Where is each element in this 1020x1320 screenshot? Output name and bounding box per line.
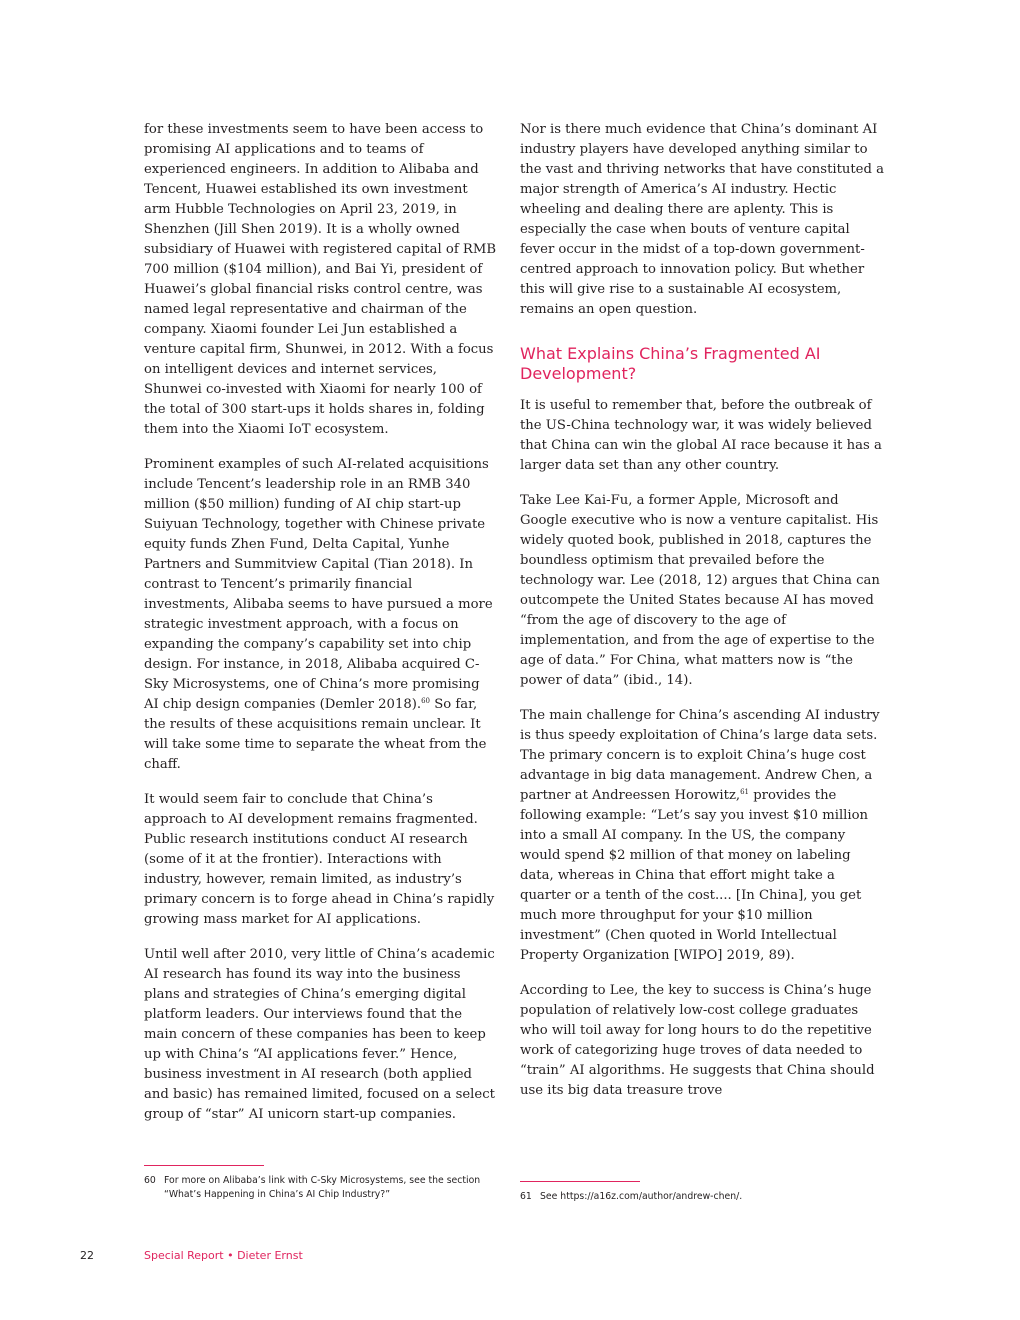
footnote-ref-60[interactable]: 60 bbox=[421, 697, 430, 705]
footnote-ref-61[interactable]: 61 bbox=[740, 788, 750, 796]
right-paragraph-1: Nor is there much evidence that China’s dominant AI industry players have developed anything similar to the vast and thriving networks that have constituted a major strength of America’s AI industry. Hectic wheeling and dealing there are aplenty. This is especially the case when bouts of venture capital fever occur in the midst of a top-down government-centred approach to innovation policy. But whether this will give rise to a sustainable AI ecosystem, remains an open question. bbox=[520, 122, 884, 317]
footnote-link-text[interactable]: See https://a16z.com/author/andrew-chen/. bbox=[540, 1191, 743, 1202]
left-paragraph-3: It would seem fair to conclude that China’s approach to AI development remains fragmented. Public research institutions conduct AI research (some of it at the frontier). Interactions with industry, however, remain limited, as industry’s primary concern is to forge ahead in China’s rapidly growing mass market for AI applications. bbox=[144, 792, 495, 927]
left-paragraph-2-text-a: Prominent examples of such AI-related acquisitions include Tencent’s leadership role in an RMB 340 million ($50 million) funding of AI chip start-up Suiyuan Technology, together with Chinese private equity funds Zhen Fund, Delta Capital, Yunhe Partners and Summitview Capital (Tian 2018). In contrast to Tencent’s primarily financial investments, Alibaba seems to have pursued a more strategic investment approach, with a focus on expanding the company’s capability set into chip design. For instance, in 2018, Alibaba acquired C-Sky Microsystems, one of China’s more promising AI chip design companies (Demler 2018). bbox=[144, 457, 493, 712]
left-column bbox=[144, 120, 496, 1125]
left-paragraph-4: Until well after 2010, very little of China’s academic AI research has found its way into the business plans and strategies of China’s emerging digital platform leaders. Our interviews found that the main concern of these companies has been to keep up with China’s “AI applications fever.” Hence, business investment in AI research (both applied and basic) has remained limited, focused on a select group of “star” AI unicorn start-up companies. bbox=[144, 947, 495, 1122]
left-paragraph-1: for these investments seem to have been access to promising AI applications and to teams of experienced engineers. In addition to Alibaba and Tencent, Huawei established its own investment arm Hubble Technologies on April 23, 2019, in Shenzhen (Jill Shen 2019). It is a wholly owned subsidiary of Huawei with registered capital of RMB 700 million ($104 million), and Bai Yi, president of Huawei’s global financial risks control centre, was named legal representative and chairman of the company. Xiaomi founder Lei Jun established a venture capital firm, Shunwei, in 2012. With a focus on intelligent devices and internet services, Shunwei co-invested with Xiaomi for nearly 100 of the total of 300 start-ups it holds shares in, folding them into the Xiaomi IoT ecosystem. bbox=[144, 122, 497, 437]
footnote-rule bbox=[520, 1181, 640, 1182]
footnote-60 bbox=[144, 1165, 496, 1202]
right-paragraph-4-text-a: The main challenge for China’s ascending AI industry is thus speedy exploitation of China’s large data sets. The primary concern is to exploit China’s huge cost advantage in big data management. Andrew Chen, a partner at Andreessen Horowitz, bbox=[520, 708, 880, 803]
right-paragraph-3: Take Lee Kai-Fu, a former Apple, Microsoft and Google executive who is now a venture capitalist. His widely quoted book, published in 2018, captures the boundless optimism that prevailed before the technology war. Lee (2018, 12) argues that China can outcompete the United States because AI has moved “from the age of discovery to the age of implementation, and from the age of expertise to the age of data.” For China, what matters now is “the power of data” (ibid., 14). bbox=[520, 493, 880, 688]
right-column bbox=[520, 120, 884, 1101]
right-paragraph-4-text-b: provides the following example: “Let’s say you invest $10 million into a small AI company. In the US, the company would spend $2 million of that money on labeling data, whereas in China that effort might take a quarter or a tenth of the cost.... [In China], you get much more throughput for your $10 million investment” (Chen quoted in World Intellectual Property Organization [WIPO] 2019, 89). bbox=[520, 788, 869, 963]
right-paragraph-4 bbox=[520, 706, 884, 966]
right-paragraph-2: It is useful to remember that, before the outbreak of the US-China technology war, it was widely believed that China can win the global AI race because it has a larger data set than any other country. bbox=[520, 398, 882, 473]
footnote-text: For more on Alibaba’s link with C-Sky Microsystems, see the section “What’s Happening in China’s AI Chip Industry?” bbox=[164, 1175, 481, 1200]
page-number: 22 bbox=[80, 1249, 94, 1262]
left-paragraph-2 bbox=[144, 455, 496, 775]
left-paragraph-2-text-b: So far, the results of these acquisitions remain unclear. It will take some time to separate the wheat from the chaff. bbox=[144, 697, 487, 772]
right-paragraph-5: According to Lee, the key to success is China’s huge population of relatively low-cost college graduates who will toil away for long hours to do the repetitive work of categorizing huge troves of data needed to “train” AI algorithms. He suggests that China should use its big data treasure trove bbox=[520, 983, 875, 1098]
footnote-number: 61 bbox=[520, 1191, 532, 1202]
footnote-rule bbox=[144, 1165, 264, 1166]
section-heading: What Explains China’s Fragmented AI Development? bbox=[520, 344, 821, 383]
running-head: Special Report • Dieter Ernst bbox=[144, 1249, 303, 1262]
footnote-61 bbox=[520, 1181, 884, 1204]
footnote-number: 60 bbox=[144, 1175, 156, 1186]
